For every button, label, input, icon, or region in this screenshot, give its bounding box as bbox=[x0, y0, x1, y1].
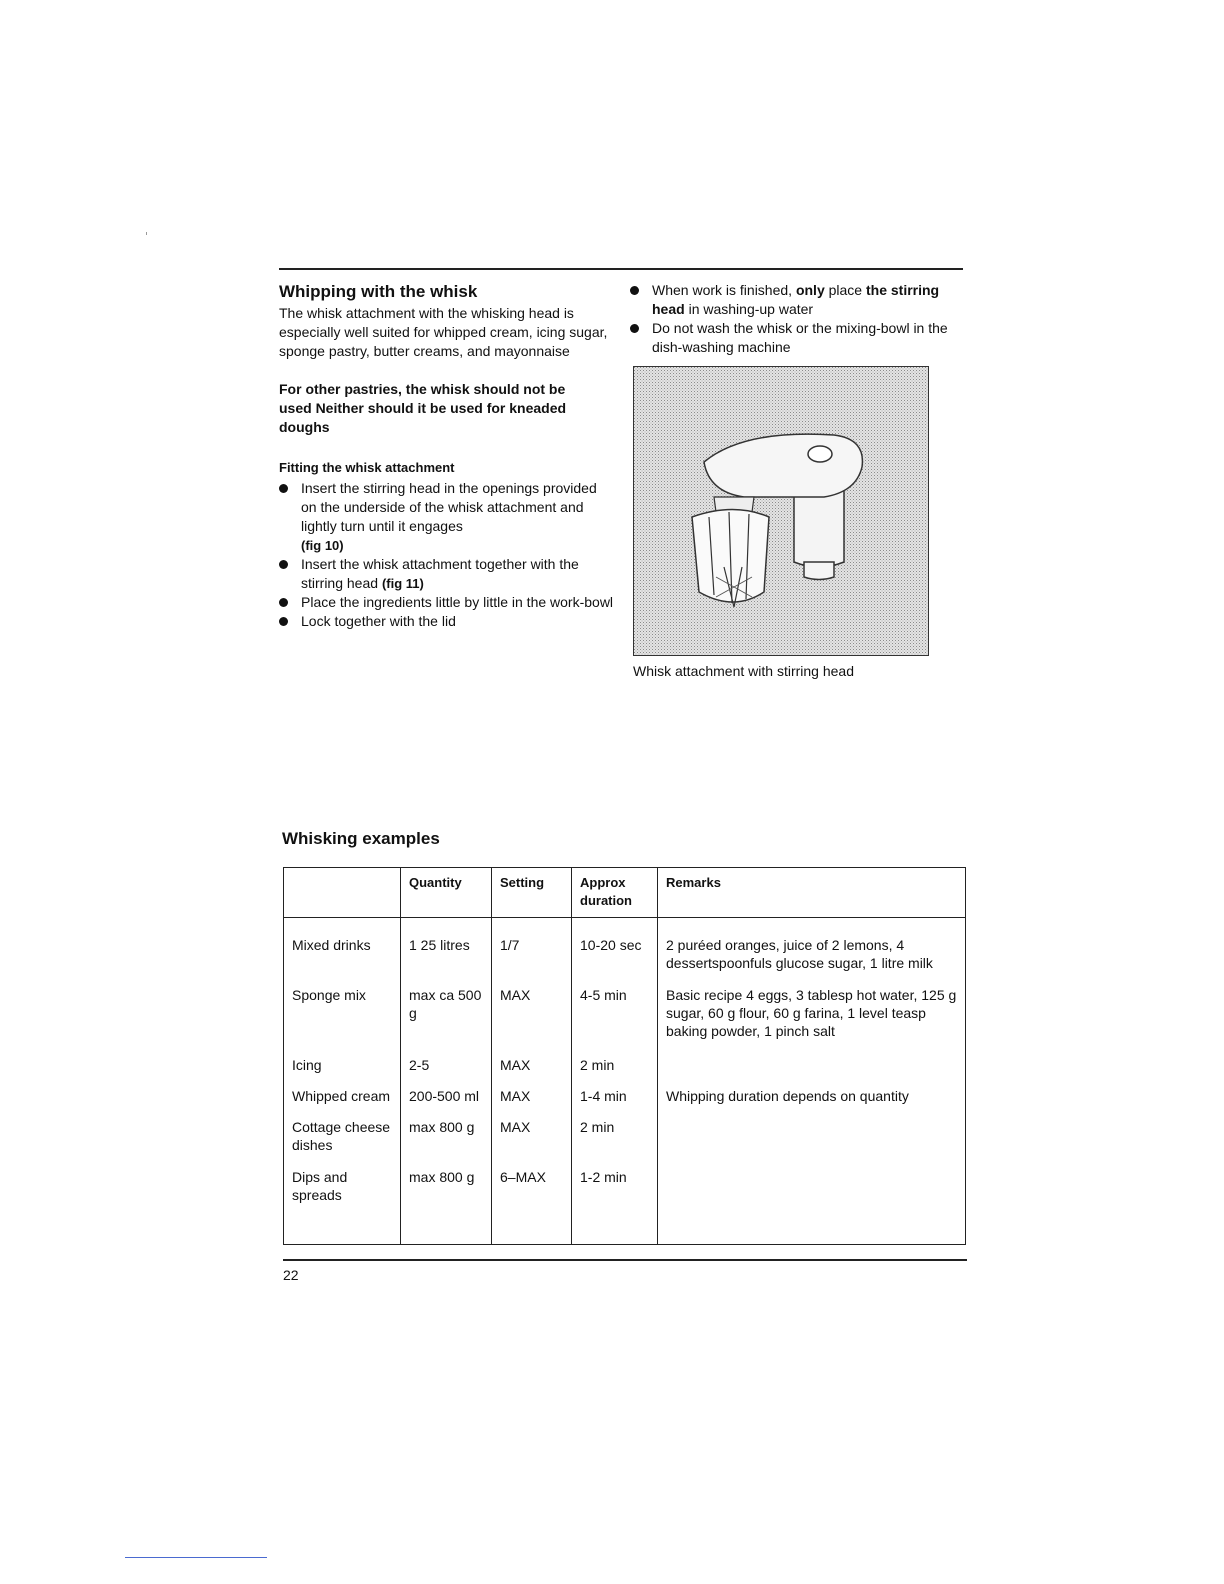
cell-setting: MAX bbox=[492, 1087, 572, 1118]
cell-item: Mixed drinks bbox=[284, 918, 401, 986]
column-header bbox=[284, 868, 401, 918]
top-rule bbox=[279, 268, 963, 270]
list-item bbox=[630, 319, 965, 357]
bullet-icon bbox=[279, 560, 288, 569]
table-row bbox=[284, 986, 966, 1056]
cell-setting: MAX bbox=[492, 986, 572, 1056]
table-row bbox=[284, 1056, 966, 1087]
fitting-heading: Fitting the whisk attachment bbox=[279, 460, 455, 475]
cell-quantity: max 800 g bbox=[401, 1168, 492, 1245]
table-row bbox=[284, 1118, 966, 1168]
step-text: Place the ingredients little by little in the work-bowl bbox=[301, 594, 614, 610]
figure-caption: Whisk attachment with stirring head bbox=[633, 663, 854, 679]
bullet-icon bbox=[279, 598, 288, 607]
whisking-examples-table bbox=[283, 867, 966, 1245]
list-item bbox=[279, 479, 614, 555]
figure-ref: (fig 11) bbox=[381, 576, 424, 591]
cell-remarks: Basic recipe 4 eggs, 3 tablesp hot water, 125 g sugar, 60 g flour, 60 g farina, 1 level teasp baking powder, 1 pinch salt bbox=[658, 986, 966, 1056]
step-text: Lock together with the lid bbox=[301, 613, 456, 629]
section-heading: Whipping with the whisk bbox=[279, 282, 478, 301]
cell-duration: 10-20 sec bbox=[572, 918, 658, 986]
whisk-attachment-figure bbox=[633, 366, 929, 656]
column-header: Quantity bbox=[401, 868, 492, 918]
cell-quantity: 200-500 ml bbox=[401, 1087, 492, 1118]
bullet-icon bbox=[630, 324, 639, 333]
cell-duration: 4-5 min bbox=[572, 986, 658, 1056]
cell-remarks: 2 puréed oranges, juice of 2 lemons, 4 dessertspoonfuls glucose sugar, 1 litre milk bbox=[658, 918, 966, 986]
bottom-link-underline bbox=[125, 1557, 267, 1558]
warning-paragraph: For other pastries, the whisk should not be used Neither should it be used for kneaded doughs bbox=[279, 381, 567, 435]
table-header-row bbox=[284, 868, 966, 918]
cell-quantity: 1 25 litres bbox=[401, 918, 492, 986]
cell-quantity: max 800 g bbox=[401, 1118, 492, 1168]
care-text: in washing-up water bbox=[688, 301, 814, 317]
column-header: Approx duration bbox=[572, 868, 658, 918]
cell-remarks bbox=[658, 1118, 966, 1168]
step-text: Insert the stirring head in the openings provided on the underside of the whisk attachment and lightly turn until it engages bbox=[301, 480, 597, 534]
list-item bbox=[279, 555, 614, 593]
table-row bbox=[284, 918, 966, 986]
intro-paragraph: The whisk attachment with the whisking head is especially well suited for whipped cream, icing sugar, sponge pastry, butter creams, and mayonnaise bbox=[279, 305, 608, 359]
fitting-steps-list bbox=[279, 479, 614, 631]
cell-setting: 6–MAX bbox=[492, 1168, 572, 1245]
cell-duration: 1-2 min bbox=[572, 1168, 658, 1245]
cell-remarks: Whipping duration depends on quantity bbox=[658, 1087, 966, 1118]
care-text: When work is finished, bbox=[652, 282, 793, 298]
bullet-icon bbox=[279, 617, 288, 626]
bullet-icon bbox=[630, 286, 639, 295]
cell-quantity: 2-5 bbox=[401, 1056, 492, 1087]
cell-duration: 2 min bbox=[572, 1056, 658, 1087]
figure-ref: (fig 10) bbox=[301, 538, 344, 553]
step-text: Insert the whisk attachment together with the stirring head bbox=[301, 556, 579, 591]
list-item bbox=[630, 281, 965, 319]
cell-item: Icing bbox=[284, 1056, 401, 1087]
cell-item: Dips and spreads bbox=[284, 1168, 401, 1245]
column-header: Remarks bbox=[658, 868, 966, 918]
bullet-icon bbox=[279, 484, 288, 493]
cell-duration: 1-4 min bbox=[572, 1087, 658, 1118]
care-emphasis: only bbox=[795, 282, 825, 298]
table-row bbox=[284, 1168, 966, 1245]
care-text: place bbox=[828, 282, 863, 298]
cell-setting: MAX bbox=[492, 1118, 572, 1168]
list-item bbox=[279, 593, 614, 612]
cell-item: Sponge mix bbox=[284, 986, 401, 1056]
care-emphasis: the stirring head bbox=[652, 282, 940, 317]
list-item bbox=[279, 612, 614, 631]
care-text: Do not wash the whisk or the mixing-bowl in the dish-washing machine bbox=[652, 320, 948, 355]
table-row bbox=[284, 1087, 966, 1118]
cell-setting: MAX bbox=[492, 1056, 572, 1087]
cell-remarks bbox=[658, 1056, 966, 1087]
cell-item: Cottage cheese dishes bbox=[284, 1118, 401, 1168]
cell-remarks bbox=[658, 1168, 966, 1245]
margin-mark bbox=[146, 232, 147, 235]
care-list bbox=[630, 281, 965, 357]
column-header: Setting bbox=[492, 868, 572, 918]
page-number: 22 bbox=[283, 1267, 299, 1283]
footer-rule bbox=[283, 1259, 967, 1261]
table-title: Whisking examples bbox=[282, 829, 440, 848]
cell-item: Whipped cream bbox=[284, 1087, 401, 1118]
cell-setting: 1/7 bbox=[492, 918, 572, 986]
cell-quantity: max ca 500 g bbox=[401, 986, 492, 1056]
cell-duration: 2 min bbox=[572, 1118, 658, 1168]
whisk-illustration bbox=[634, 367, 929, 656]
